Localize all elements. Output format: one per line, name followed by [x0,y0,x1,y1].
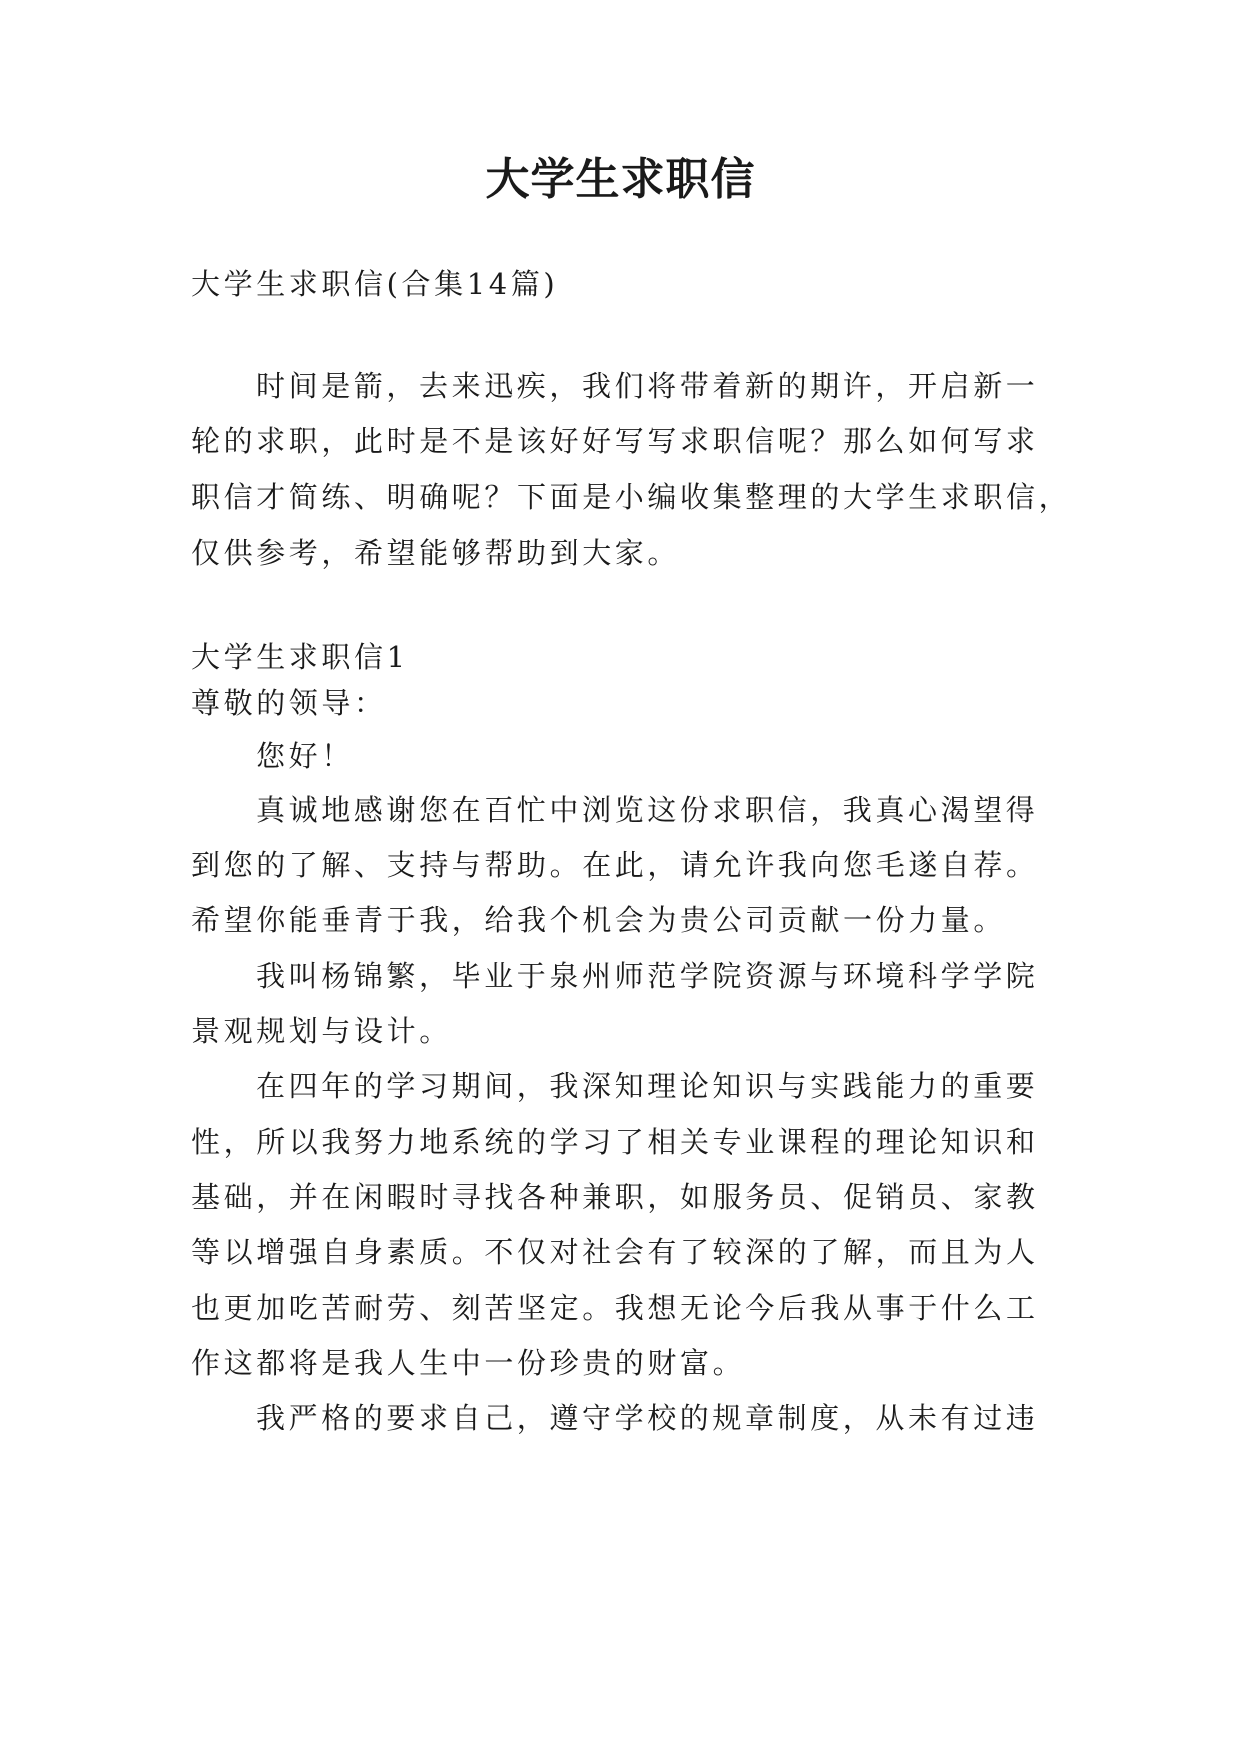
intro-line: 职信才简练、明确呢？下面是小编收集整理的大学生求职信， [191,480,1072,514]
body-line: 景观规划与设计。 [191,1014,452,1048]
body-line: 基础，并在闲暇时寻找各种兼职，如服务员、促销员、家教 [191,1180,1039,1214]
body-line: 性，所以我努力地系统的学习了相关专业课程的理论知识和 [191,1125,1039,1159]
body-line: 作这都将是我人生中一份珍贵的财富。 [191,1346,746,1380]
body-line: 我严格的要求自己，遵守学校的规章制度，从未有过违 [256,1401,1039,1435]
body-line: 等以增强自身素质。不仅对社会有了较深的了解，而且为人 [191,1235,1039,1269]
intro-line: 仅供参考，希望能够帮助到大家。 [191,536,681,570]
body-line: 也更加吃苦耐劳、刻苦坚定。我想无论今后我从事于什么工 [191,1291,1039,1325]
letter-heading: 大学生求职信1 [191,640,409,674]
greeting: 您好！ [256,739,354,773]
intro-line: 轮的求职，此时是不是该好好写写求职信呢？那么如何写求 [191,424,1039,458]
document-subtitle: 大学生求职信(合集14篇) [191,267,559,301]
body-line: 到您的了解、支持与帮助。在此，请允许我向您毛遂自荐。 [191,848,1039,882]
body-line: 在四年的学习期间，我深知理论知识与实践能力的重要 [256,1069,1039,1103]
intro-line: 时间是箭，去来迅疾，我们将带着新的期许，开启新一 [256,369,1039,403]
document-title: 大学生求职信 [485,154,756,205]
body-line: 我叫杨锦繁，毕业于泉州师范学院资源与环境科学学院 [256,959,1039,993]
salutation: 尊敬的领导： [191,686,387,720]
body-line: 希望你能垂青于我，给我个机会为贵公司贡献一份力量。 [191,903,1007,937]
body-line: 真诚地感谢您在百忙中浏览这份求职信，我真心渴望得 [256,793,1039,827]
